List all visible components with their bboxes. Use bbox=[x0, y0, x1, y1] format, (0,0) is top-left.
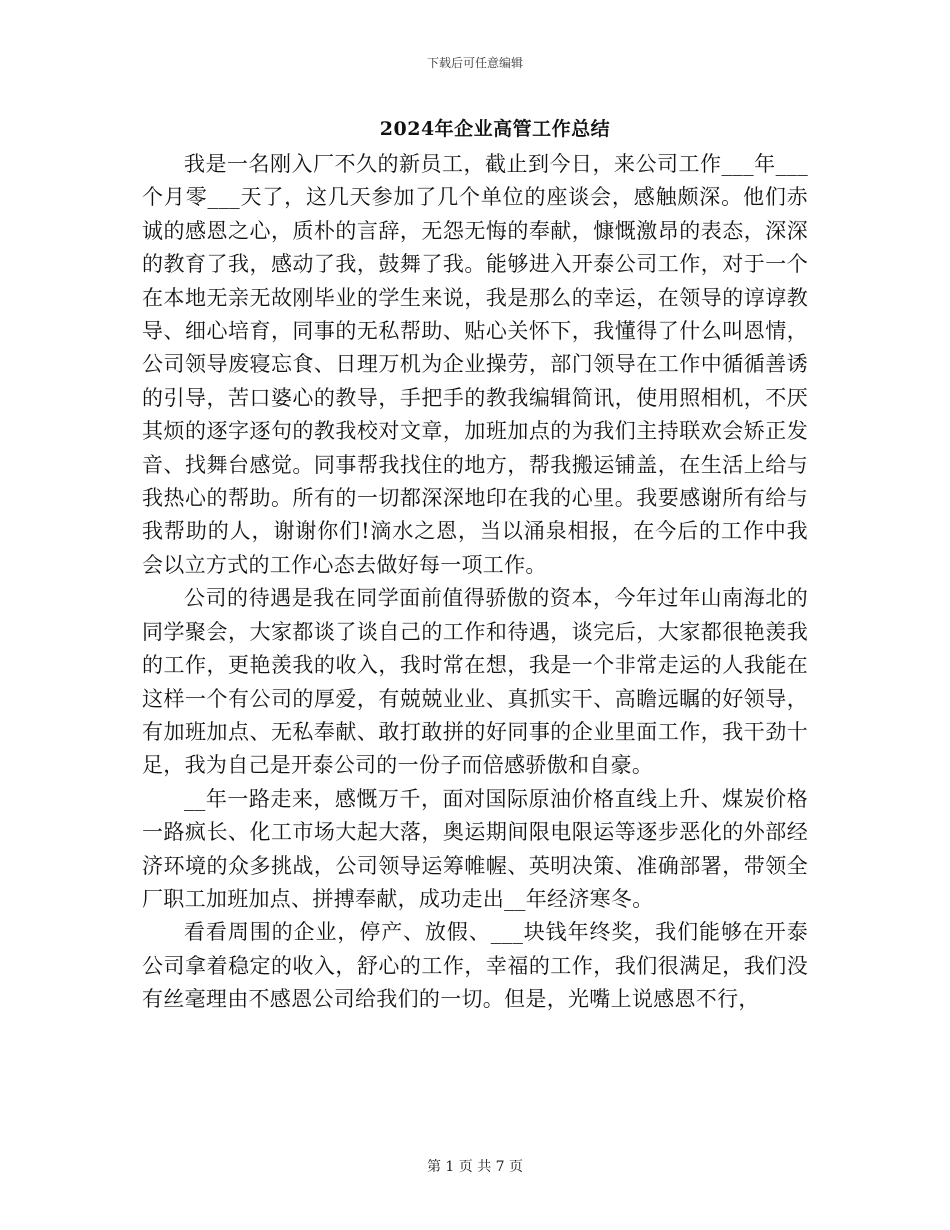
paragraph-2: 公司的待遇是我在同学面前值得骄傲的资本，今年过年山南海北的同学聚会，大家都谈了谈自己的工作和待遇，谈完后，大家都很艳羡我的工作，更艳羡我的收入，我时常在想，我是一个非常走运的人我能在这样一个有公司的厚爱，有兢兢业业、真抓实干、高瞻远瞩的好领导，有加班加点、无私奉献、敢打敢拼的好同事的企业里面工作，我干劲十足，我为自己是开泰公司的一份子而倍感骄傲和自豪。 bbox=[142, 586, 808, 778]
page-number: 第 1 页 共 7 页 bbox=[426, 1159, 524, 1175]
document-title: 2024年企业高管工作总结 bbox=[379, 118, 611, 140]
paragraph-4: 看看周围的企业，停产、放假、___块钱年终奖，我们能够在开泰公司拿着稳定的收入，舒心的工作，幸福的工作，我们很满足，我们没有丝毫理由不感恩公司给我们的一切。但是，光嘴上说感恩不行， bbox=[142, 920, 808, 1012]
paragraph-1: 我是一名刚入厂不久的新员工，截止到今日，来公司工作___年___个月零___天了，这几天参加了几个单位的座谈会，感触颇深。他们赤诚的感恩之心，质朴的言辞，无怨无悔的奉献，慷慨激昂的表态，深深的教育了我，感动了我，鼓舞了我。能够进入开泰公司工作，对于一个在本地无亲无故刚毕业的学生来说，我是那么的幸运，在领导的谆谆教导、细心培育，同事的无私帮助、贴心关怀下，我懂得了什么叫恩情，公司领导废寝忘食、日理万机为企业操劳，部门领导在工作中循循善诱的引导，苦口婆心的教导，手把手的教我编辑简讯，使用照相机，不厌其烦的逐字逐句的教我校对文章，加班加点的为我们主持联欢会矫正发音、找舞台感觉。同事帮我找住的地方，帮我搬运铺盖，在生活上给与我热心的帮助。所有的一切都深深地印在我的心里。我要感谢所有给与我帮助的人，谢谢你们!滴水之恩，当以涌泉相报，在今后的工作中我会以立方式的工作心态去做好每一项工作。 bbox=[142, 152, 808, 577]
paragraph-3: __年一路走来，感慨万千，面对国际原油价格直线上升、煤炭价格一路疯长、化工市场大起大落，奥运期间限电限运等逐步恶化的外部经济环境的众多挑战，公司领导运筹帷幄、英明决策、准确部署，带领全厂职工加班加点、拼搏奉献，成功走出__年经济寒冬。 bbox=[142, 786, 808, 911]
document-body bbox=[142, 148, 808, 1017]
header-note: 下载后可任意编辑 bbox=[426, 56, 523, 70]
